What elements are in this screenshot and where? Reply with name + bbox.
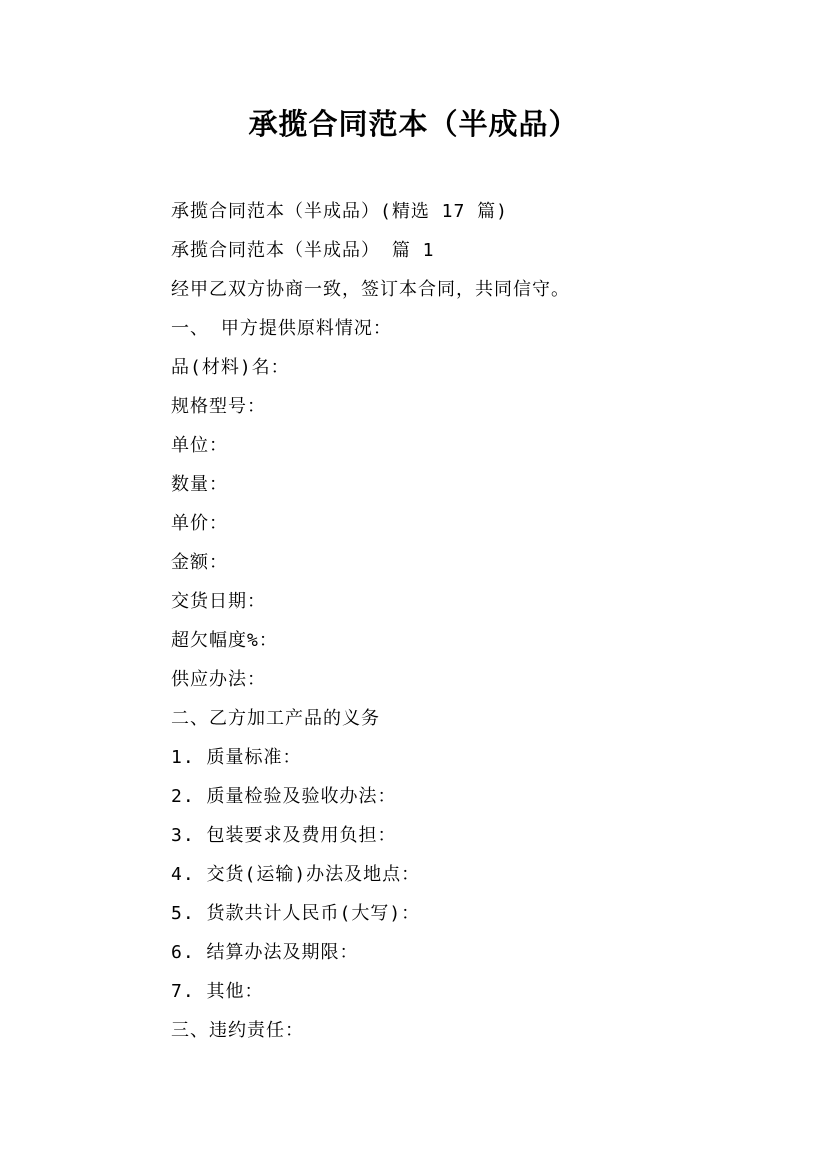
field-delivery-date: 交货日期： (171, 591, 266, 612)
field-supply-method: 供应办法： (171, 669, 266, 690)
clause-heading-1: 一、 甲方提供原料情况： (171, 318, 392, 339)
list-item-settlement: 6. 结算办法及期限： (171, 942, 359, 963)
field-material-name: 品(材料)名： (171, 357, 290, 378)
list-item-delivery: 4. 交货(运输)办法及地点： (171, 864, 421, 885)
clause-heading-2: 二、乙方加工产品的义务 (171, 708, 380, 729)
list-item-quality-standard: 1. 质量标准： (171, 747, 302, 768)
intro-paragraph: 经甲乙双方协商一致，签订本合同，共同信守。 (171, 279, 570, 300)
field-unit: 单位： (171, 435, 228, 456)
list-item-payment-total: 5. 货款共计人民币(大写)： (171, 903, 421, 924)
list-item-other: 7. 其他： (171, 981, 264, 1002)
field-unit-price: 单价： (171, 513, 228, 534)
document-title: 承揽合同范本（半成品） (248, 107, 579, 141)
section-heading-line: 承揽合同范本（半成品） 篇 1 (171, 240, 435, 261)
field-over-under-range: 超欠幅度%： (171, 630, 278, 651)
field-amount: 金额： (171, 552, 228, 573)
field-quantity: 数量： (171, 474, 228, 495)
document-body (171, 192, 771, 1050)
list-item-inspection: 2. 质量检验及验收办法： (171, 786, 397, 807)
list-item-packaging: 3. 包装要求及费用负担： (171, 825, 397, 846)
clause-heading-3: 三、违约责任： (171, 1020, 304, 1041)
subtitle-line: 承揽合同范本（半成品）(精选 17 篇) (171, 201, 509, 222)
field-spec-model: 规格型号： (171, 396, 266, 417)
